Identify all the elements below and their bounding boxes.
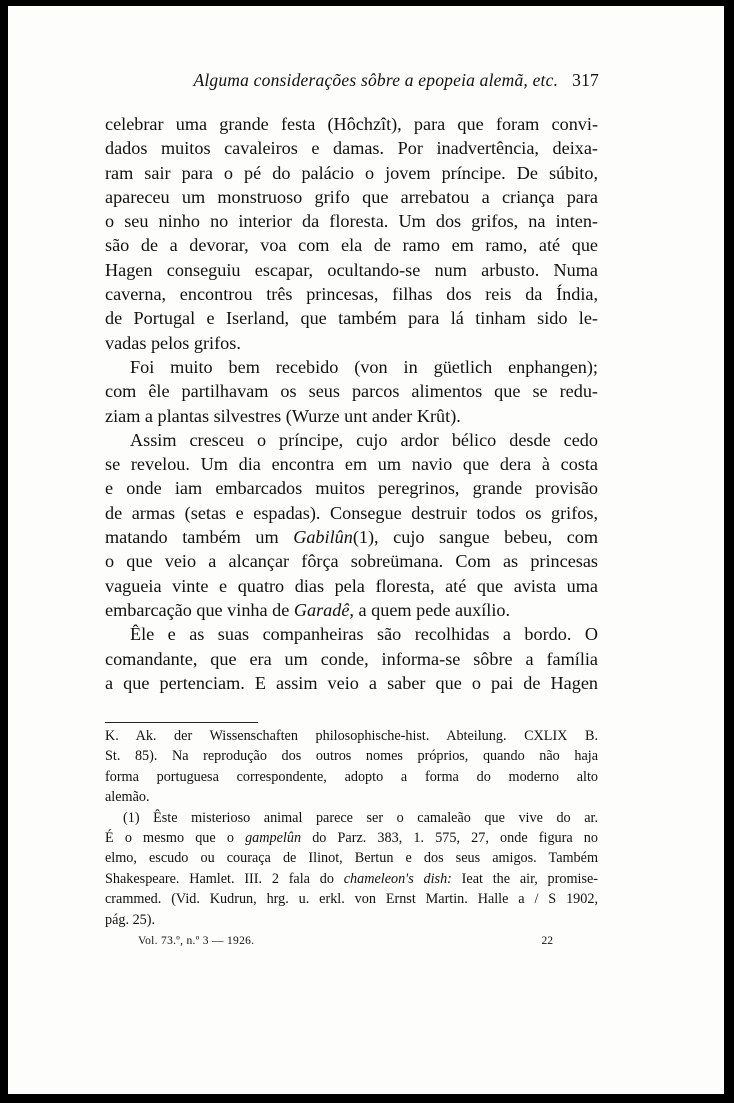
- text-line: comandante, que era um conde, informa-se sôbre a família: [105, 648, 598, 669]
- footnote-line: pág. 25).: [105, 911, 156, 928]
- text-line: Hagen conseguiu escapar, ocultando-se num arbusto. Numa: [105, 259, 598, 280]
- text-line: ram sair para o pé do palácio o jovem príncipe. De súbito,: [105, 162, 598, 183]
- text-fragment: (1), cujo sangue bebeu, com: [352, 527, 599, 548]
- footnote-line: forma portuguesa correspondente, adopto a forma do moderno alto: [105, 768, 598, 785]
- text-line: e onde iam embarcados muitos peregrinos, grande provisão: [105, 478, 598, 499]
- footnote-line: elmo, escudo ou couraça de Ilinot, Bertun e dos seus amigos. Também: [105, 850, 598, 867]
- sheet-number: 22: [541, 935, 553, 947]
- footnote-divider: [105, 722, 258, 723]
- main-text: [105, 112, 598, 695]
- text-line: o seu ninho no interior da floresta. Um dos grifos, na inten-: [105, 211, 598, 232]
- text-fragment: a quem pede auxílio.: [353, 599, 511, 620]
- text-line: [105, 525, 598, 549]
- text-fragment: embarcação que vinha de: [105, 599, 294, 620]
- text-line: caverna, encontrou três princesas, filhas dos reis da Índia,: [105, 284, 598, 305]
- footnotes: [105, 726, 598, 930]
- text-line: Assim cresceu o príncipe, cujo ardor bélico desde cedo: [130, 429, 598, 450]
- text-fragment: Shakespeare. Hamlet. III. 2 fala do: [105, 870, 344, 887]
- running-title: Alguma considerações sôbre a epopeia alemã, etc.: [193, 70, 559, 90]
- text-line: de armas (setas e espadas). Consegue destruir todos os grifos,: [105, 502, 598, 523]
- text-line: com êle partilhavam os seus parcos alimentos que se redu-: [105, 381, 598, 402]
- footnote-line: (1) Êste misterioso animal parece ser o camaleão que vive do ar.: [123, 809, 598, 826]
- text-line: Êle e as suas companheiras são recolhidas a bordo. O: [130, 624, 598, 645]
- volume-signature: Vol. 73.º, n.º 3 — 1926.: [138, 935, 255, 947]
- footnote-line: alemão.: [105, 789, 150, 806]
- text-line: de Portugal e Iserland, que também para lá tinham sido le-: [105, 308, 598, 329]
- running-header: [8, 70, 599, 91]
- text-fragment: Ieat the air, promise-: [451, 870, 598, 887]
- footnote-line: [105, 869, 598, 889]
- footnote-line: St. 85). Na reprodução dos outros nomes próprios, quando não haja: [105, 748, 598, 765]
- italic-term: Gabilûn: [293, 527, 353, 548]
- italic-term: chameleon's dish:: [343, 870, 452, 887]
- text-fragment: É o mesmo que o: [105, 830, 246, 847]
- footnote-line: [105, 828, 598, 848]
- footnote-line: crammed. (Vid. Kudrun, hrg. u. erkl. von Ernst Martin. Halle a / S 1902,: [105, 891, 598, 908]
- text-fragment: do Parz. 383, 1. 575, 27, onde figura no: [301, 830, 598, 847]
- text-line: se revelou. Um dia encontra em um navio que dera à costa: [105, 454, 598, 475]
- text-line: [105, 598, 598, 622]
- text-line: dados muitos cavaleiros e damas. Por inadvertência, deixa-: [105, 138, 598, 159]
- page-number: 317: [572, 70, 599, 90]
- text-line: celebrar uma grande festa (Hôchzît), para que foram convi-: [105, 114, 598, 134]
- italic-term: Garadê,: [293, 599, 354, 620]
- text-line: apareceu um monstruoso grifo que arrebatou a criança para: [105, 186, 598, 207]
- text-line: a que pertenciam. E assim veio a saber que o pai de Hagen: [105, 672, 598, 693]
- text-fragment: matando também um: [105, 527, 294, 548]
- footnote-line: K. Ak. der Wissenschaften philosophische-hist. Abteilung. CXLIX B.: [105, 728, 598, 744]
- text-line: vadas pelos grifos.: [105, 332, 241, 353]
- text-line: ziam a plantas silvestres (Wurze unt ander Krût).: [105, 405, 461, 426]
- italic-term: gampelûn: [245, 830, 302, 847]
- text-line: o que veio a alcançar fôrça sobreümana. Com as princesas: [105, 551, 598, 572]
- text-line: Foi muito bem recebido (von in güetlich enphangen);: [130, 356, 598, 377]
- text-line: são de a devorar, voa com ela de ramo em ramo, até que: [105, 235, 598, 256]
- text-line: vagueia vinte e quatro dias pela floresta, até que avista uma: [105, 575, 598, 596]
- book-page: [8, 6, 724, 1094]
